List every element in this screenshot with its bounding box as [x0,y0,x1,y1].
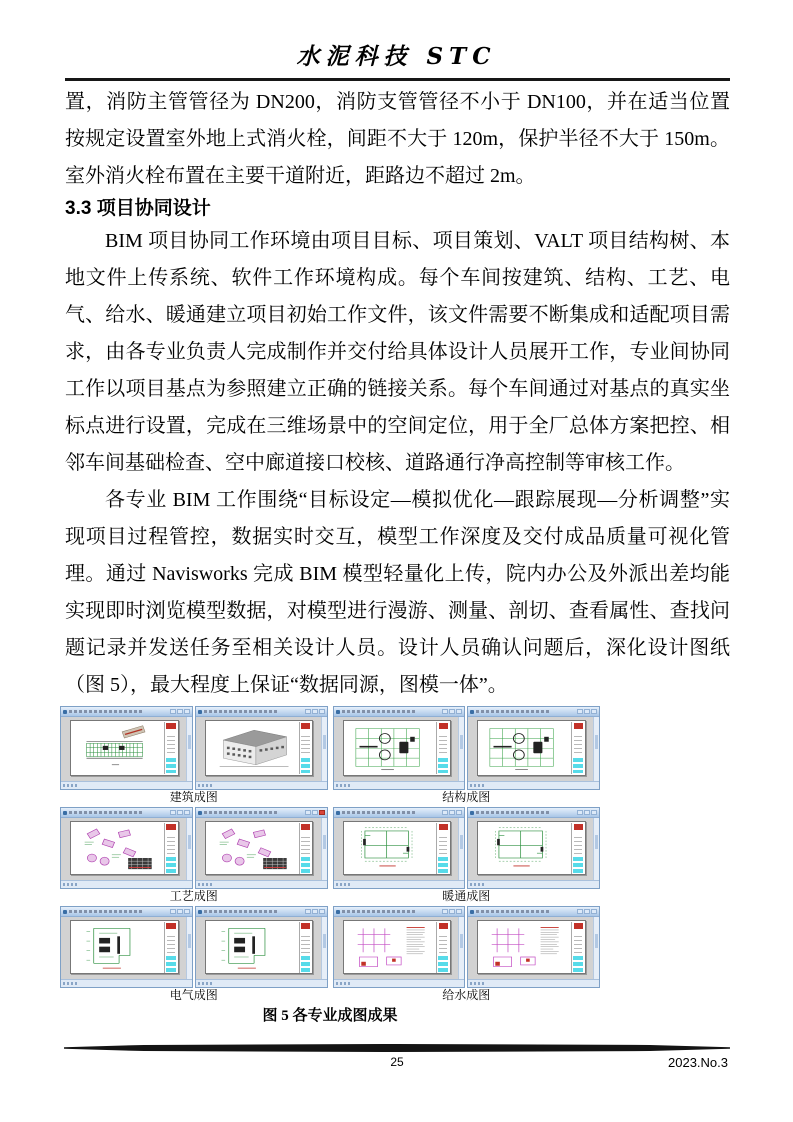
close-icon [591,810,597,815]
panel-label: 工艺成图 [169,889,218,903]
drawing-canvas [61,818,192,880]
cad-drawing [345,922,436,973]
title-block [299,922,312,973]
header-rule [65,78,730,81]
window-controls [442,909,462,914]
minimize-icon [442,709,448,714]
maximize-icon [312,909,318,914]
cad-drawing [479,823,570,874]
close-icon [456,810,462,815]
minimize-icon [305,909,311,914]
cad-drawing [72,722,163,775]
window-title-text [204,910,278,913]
cad-window [467,906,600,988]
drawing-sheet [205,920,314,974]
title-block [436,722,449,775]
window-titlebar [61,707,192,717]
window-titlebar [61,808,192,818]
page-number: 25 [390,1055,404,1069]
close-icon [456,909,462,914]
window-titlebar [468,808,599,818]
window-title-text [476,811,550,814]
window-title-text [342,910,416,913]
cad-window [60,706,193,790]
window-titlebar [61,907,192,917]
panel-label: 电气成图 [169,988,218,1002]
panel-label: 暖通成图 [442,889,491,903]
cad-window [60,807,193,889]
close-icon [184,909,190,914]
maximize-icon [449,810,455,815]
close-icon [184,709,190,714]
stamp-icon [166,824,175,830]
title-block [164,922,177,973]
drawing-canvas [334,818,465,880]
figure-grid [60,706,600,1003]
maximize-icon [584,909,590,914]
close-icon [319,810,325,815]
window-titlebar [334,808,465,818]
window-statusbar [61,979,192,987]
drawing-canvas [61,917,192,979]
maximize-icon [312,709,318,714]
minimize-icon [577,810,583,815]
title-block-fields [301,956,311,971]
maximize-icon [449,909,455,914]
footer-row [64,1055,730,1069]
window-controls [305,810,325,815]
document-icon [63,710,67,714]
window-controls [305,709,325,714]
window-titlebar [468,907,599,917]
drawing-sheet [70,920,179,974]
title-block-fields [573,857,583,872]
figure-panel-group [333,906,601,1003]
drawing-sheet [343,720,452,776]
cad-window [60,906,193,988]
minimize-icon [170,709,176,714]
body-paragraph-continued: 置，消防主管管径为 DN200，消防支管管径不小于 DN100，并在适当位置按规定设置室外地上式消火栓，间距不大于 120m，保护半径不大于 150m。室外消火栓布置在主要干道附近，距路边不超过 2m。 [65,91,730,187]
window-title-text [476,910,550,913]
minimize-icon [170,909,176,914]
close-icon [319,909,325,914]
stamp-icon [166,723,175,729]
drawing-sheet [205,720,314,776]
window-controls [442,810,462,815]
window-title-text [342,811,416,814]
body-paragraph: BIM 项目协同工作环境由项目目标、项目策划、VALT 项目结构树、本地文件上传系统、软件工作环境构成。每个车间按建筑、结构、工艺、电气、给水、暖通建立项目初始工作文件，该文件需要不断集成和适配项目需求，由各专业负责人完成制作并交付给具体设计人员展开工作，专业间协同工作以项目基点为参照建立正确的链接关系。每个车间通过对基点的真实坐标点进行设置，完成在三维场景中的空间定位，用于全厂总体方案把控、相邻车间基础检查、空中廊道接口校核、道路通行净高控制等审核工作。 [65,230,730,474]
maximize-icon [177,909,183,914]
window-titlebar [196,808,327,818]
drawing-sheet [70,821,179,875]
stamp-icon [301,824,310,830]
figure-panel-group [60,807,328,904]
window-statusbar [61,781,192,789]
window-title-text [69,811,143,814]
stamp-icon [574,723,583,729]
drawing-sheet [477,920,586,974]
close-icon [591,709,597,714]
page-footer [64,1044,730,1069]
window-titlebar [334,907,465,917]
cad-window [467,706,600,790]
drawing-sheet [477,821,586,875]
maximize-icon [177,709,183,714]
title-block-fields [438,956,448,971]
cad-drawing [207,922,298,973]
drawing-canvas [61,717,192,781]
document-icon [336,710,340,714]
document-icon [336,910,340,914]
vertical-scrollbar [186,818,192,880]
maximize-icon [449,709,455,714]
drawing-canvas [196,717,327,781]
drawing-canvas [468,917,599,979]
minimize-icon [170,810,176,815]
maximize-icon [312,810,318,815]
drawing-canvas [468,717,599,781]
minimize-icon [305,810,311,815]
window-controls [170,709,190,714]
document-icon [198,910,202,914]
window-title-text [476,710,550,713]
window-title-text [204,710,278,713]
window-statusbar [334,781,465,789]
drawing-canvas [334,717,465,781]
vertical-scrollbar [321,917,327,979]
figure-caption: 图 5 各专业成图成果 [262,1008,398,1024]
maximize-icon [584,709,590,714]
cad-drawing [345,823,436,874]
title-block [299,722,312,775]
figure-5 [60,706,600,1026]
footer-rule [64,1044,730,1052]
window-statusbar [196,979,327,987]
window-titlebar [196,907,327,917]
window-controls [577,709,597,714]
window-titlebar [468,707,599,717]
maximize-icon [177,810,183,815]
document-icon [470,710,474,714]
cad-drawing [207,722,298,775]
issue-number: 2023.No.3 [668,1055,728,1070]
title-block [571,823,584,874]
cad-window [333,807,466,889]
stamp-icon [301,923,310,929]
document-icon [63,910,67,914]
minimize-icon [442,909,448,914]
window-statusbar [196,781,327,789]
window-statusbar [468,880,599,888]
document-icon [198,710,202,714]
stamp-icon [166,923,175,929]
cad-drawing [479,722,570,775]
title-block-fields [166,956,176,971]
title-block-fields [166,857,176,872]
vertical-scrollbar [186,917,192,979]
cad-drawing [207,823,298,874]
vertical-scrollbar [593,818,599,880]
cad-drawing [72,823,163,874]
vertical-scrollbar [593,917,599,979]
minimize-icon [577,909,583,914]
document-icon [198,811,202,815]
cad-window [333,706,466,790]
drawing-sheet [343,821,452,875]
vertical-scrollbar [458,917,464,979]
window-titlebar [334,707,465,717]
figure-panel-group [333,807,601,904]
title-block-fields [301,857,311,872]
vertical-scrollbar [321,717,327,781]
document-icon [336,811,340,815]
minimize-icon [305,709,311,714]
window-title-text [342,710,416,713]
cad-window [195,807,328,889]
maximize-icon [584,810,590,815]
drawing-canvas [196,818,327,880]
minimize-icon [577,709,583,714]
window-statusbar [61,880,192,888]
document-icon [63,811,67,815]
cad-window [195,906,328,988]
vertical-scrollbar [186,717,192,781]
window-statusbar [334,880,465,888]
window-controls [170,810,190,815]
drawing-sheet [205,821,314,875]
window-titlebar [196,707,327,717]
title-block-fields [301,758,311,774]
stamp-icon [439,824,448,830]
title-block-fields [573,956,583,971]
title-block [571,922,584,973]
document-icon [470,910,474,914]
title-block [164,823,177,874]
stamp-icon [439,923,448,929]
figure-panel-group [60,906,328,1003]
window-title-text [69,910,143,913]
window-controls [170,909,190,914]
title-block [164,722,177,775]
document-icon [470,811,474,815]
figure-panel-group [333,706,601,805]
cad-drawing [479,922,570,973]
panel-label: 给水成图 [442,988,491,1002]
window-controls [577,909,597,914]
figure-panel-group [60,706,328,805]
title-block-fields [166,758,176,774]
vertical-scrollbar [593,717,599,781]
vertical-scrollbar [458,818,464,880]
stamp-icon [574,923,583,929]
window-statusbar [468,781,599,789]
cad-window [195,706,328,790]
window-controls [577,810,597,815]
panel-label: 建筑成图 [169,790,218,804]
title-block [299,823,312,874]
panel-label: 结构成图 [442,790,491,804]
window-statusbar [468,979,599,987]
title-block [436,823,449,874]
window-controls [442,709,462,714]
drawing-canvas [196,917,327,979]
journal-title: 水泥科技 STC [296,43,497,70]
cad-drawing [72,922,163,973]
drawing-canvas [468,818,599,880]
stamp-icon [574,824,583,830]
drawing-canvas [334,917,465,979]
stamp-icon [301,723,310,729]
title-block [571,722,584,775]
title-block-fields [573,758,583,774]
minimize-icon [442,810,448,815]
drawing-sheet [70,720,179,776]
stamp-icon [439,723,448,729]
body-paragraph: 各专业 BIM 工作围绕“目标设定—模拟优化—跟踪展现—分析调整”实现项目过程管控，数据实时交互，模型工作深度及交付成品质量可视化管理。通过 Navisworks 完成 BIM 模型轻量化上传，院内办公及外派出差均能实现即时浏览模型数据，对模型进行漫游、测量、剖切、查看属性、查找问题记录并发送任务至相关设计人员。设计人员确认问题后，深化设计图纸（图 5），最大程度上保证“数据同源，图模一体”。 [65,489,730,696]
close-icon [591,909,597,914]
window-statusbar [334,979,465,987]
drawing-sheet [477,720,586,776]
window-statusbar [196,880,327,888]
section-heading: 3.3 项目协同设计 [65,198,211,219]
title-block [436,922,449,973]
drawing-sheet [343,920,452,974]
close-icon [184,810,190,815]
article-body [65,84,730,704]
title-block-fields [438,758,448,774]
cad-window [467,807,600,889]
window-title-text [69,710,143,713]
cad-drawing [345,722,436,775]
close-icon [319,709,325,714]
title-block-fields [438,857,448,872]
window-controls [305,909,325,914]
vertical-scrollbar [458,717,464,781]
window-title-text [204,811,278,814]
close-icon [456,709,462,714]
vertical-scrollbar [321,818,327,880]
cad-window [333,906,466,988]
